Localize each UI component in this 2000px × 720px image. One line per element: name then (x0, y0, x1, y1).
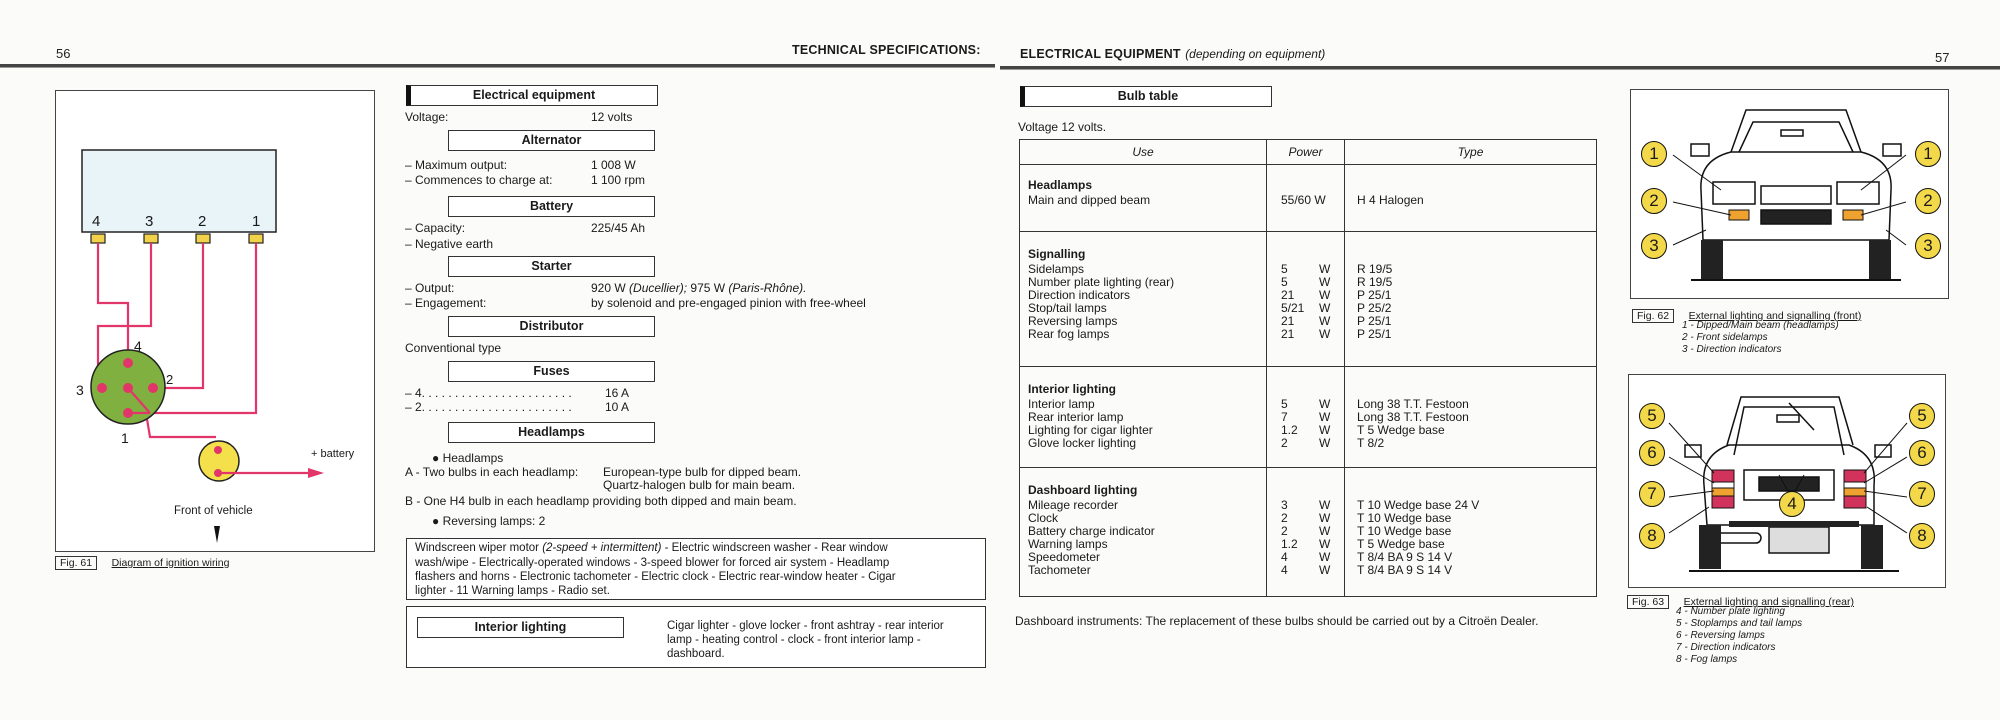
callout-2-right: 2 (1915, 188, 1941, 214)
legend-item: 2 - Front sidelamps (1682, 332, 1768, 343)
callout-6-left: 6 (1639, 440, 1665, 466)
table-cell-type: P 25/1 (1357, 314, 1392, 328)
figure-61-label: Fig. 61 (55, 556, 97, 570)
callout-1-right: 1 (1915, 141, 1941, 167)
starter-output-b: 975 W (690, 281, 726, 295)
callout-2-left: 2 (1641, 188, 1667, 214)
reversing-lamps-text: Reversing lamps: 2 (442, 514, 546, 528)
callout-8-right: 8 (1909, 523, 1935, 549)
col-use: Use (1020, 140, 1267, 165)
section-headlamps: Headlamps (448, 422, 655, 443)
table-cell-use: Mileage recorder (1028, 498, 1119, 512)
col-power: Power (1267, 140, 1345, 165)
table-cell-power: 5 W (1281, 275, 1331, 289)
fuse-row-value: 16 A (605, 386, 630, 400)
figure-62-legend (1682, 320, 1839, 356)
switch-label-2: 2 (166, 372, 174, 387)
table-cell-power: 21 W (1281, 288, 1331, 302)
figure-63-caption-text: External lighting and signalling (rear) (1683, 596, 1854, 608)
starter-output-value (591, 281, 806, 295)
figure-63-legend (1676, 606, 1802, 666)
figure-61-caption (55, 553, 229, 571)
table-cell-type: T 10 Wedge base (1357, 524, 1452, 538)
callout-7-right: 7 (1909, 481, 1935, 507)
terminal-label-3: 3 (145, 213, 154, 230)
table-cell-power: 2 W (1281, 436, 1331, 450)
headlamps-bullet: ● Headlamps (432, 451, 504, 465)
table-cell-power: 3 W (1281, 498, 1331, 512)
figure-62-caption-text: External lighting and signalling (front) (1688, 310, 1862, 322)
figure-61-caption-text: Diagram of ignition wiring (111, 557, 230, 569)
fuse-row-label: – 4. . . . . . . . . . . . . . . . . . . . . . . (405, 386, 572, 400)
table-cell-type: T 5 Wedge base (1357, 537, 1445, 551)
table-cell-use: Battery charge indicator (1028, 524, 1155, 538)
table-cell-use: Tachometer (1028, 563, 1091, 577)
table-cell-power: 2 W (1281, 524, 1331, 538)
callout-5-right: 5 (1909, 403, 1935, 429)
section-battery: Battery (448, 196, 655, 217)
callout-3-left: 3 (1641, 233, 1667, 259)
section-electrical-equipment: Electrical equipment (406, 85, 658, 106)
interior-lighting-line-2: lamp - heating control - clock - front interior lamp - (667, 634, 921, 646)
legend-item: 1 - Dipped/Main beam (headlamps) (1682, 320, 1839, 331)
right-header-note: (depending on equipment) (1185, 47, 1326, 61)
table-cell-power: 2 W (1281, 511, 1331, 525)
group-title: Interior lighting (1028, 382, 1116, 396)
switch-label-4: 4 (134, 338, 142, 354)
table-cell-type: T 8/4 BA 9 S 14 V (1357, 563, 1453, 577)
callout-5-left: 5 (1639, 403, 1665, 429)
front-of-vehicle-label: Front of vehicle (174, 505, 253, 517)
headlamps-line-a-value1: European-type bulb for dipped beam. (603, 465, 802, 479)
switch-label-3: 3 (76, 382, 84, 398)
table-cell-use: Direction indicators (1028, 288, 1131, 302)
starter-engagement-label: – Engagement: (405, 296, 487, 310)
group-title: Signalling (1028, 247, 1086, 261)
bulb-table-header (1020, 140, 1597, 165)
alternator-row-value: 1 100 rpm (591, 173, 646, 187)
table-cell-use: Lighting for cigar lighter (1028, 423, 1153, 437)
table-cell-power: 4 W (1281, 563, 1331, 577)
table-cell-use: Stop/tail lamps (1028, 301, 1107, 315)
legend-item: 5 - Stoplamps and tail lamps (1676, 618, 1803, 629)
equipment-line-3: flashers and horns - Electronic tachometer - Electric clock - Electric rear-window heater - Cigar (415, 571, 896, 583)
voltage-value: 12 volts (591, 110, 633, 124)
callout-1-left: 1 (1641, 141, 1667, 167)
interior-lighting-box (406, 606, 986, 668)
table-cell-power: 55/60 W (1281, 193, 1326, 207)
table-cell-type: T 8/4 BA 9 S 14 V (1357, 550, 1453, 564)
terminal-label-4: 4 (92, 213, 101, 230)
left-page-number: 56 (56, 46, 71, 61)
alternator-row-label: – Commences to charge at: (405, 173, 553, 187)
table-cell-power: 5 W (1281, 397, 1331, 411)
starter-output-a: 920 W (591, 281, 626, 295)
group-title: Dashboard lighting (1028, 483, 1138, 497)
table-cell-power: 5/21 W (1281, 301, 1331, 315)
legend-item: 3 - Direction indicators (1682, 344, 1782, 355)
table-cell-use: Clock (1028, 511, 1059, 525)
table-cell-type: R 19/5 (1357, 275, 1393, 289)
legend-item: 7 - Direction indicators (1676, 642, 1776, 653)
equipment-line-1 (415, 542, 888, 556)
section-fuses: Fuses (448, 361, 655, 382)
starter-output-label: – Output: (405, 281, 455, 295)
section-starter: Starter (448, 256, 655, 277)
group-title: Headlamps (1028, 178, 1093, 192)
terminal-label-2: 2 (198, 213, 207, 230)
table-cell-use: Warning lamps (1028, 537, 1108, 551)
bulb-voltage-note: Voltage 12 volts. (1018, 120, 1107, 134)
equipment-text: - Electric windscreen washer - Rear window (661, 542, 888, 554)
table-group-signalling (1020, 232, 1597, 367)
callout-6-right: 6 (1909, 440, 1935, 466)
table-group-headlamps (1020, 165, 1597, 232)
table-cell-power: 1.2 W (1281, 537, 1331, 551)
interior-lighting-line-3: dashboard. (667, 648, 725, 660)
battery-row-value: 225/45 Ah (591, 221, 646, 235)
right-header-title: ELECTRICAL EQUIPMENT (1020, 47, 1181, 61)
equipment-text-italic: (2-speed + intermittent) (542, 542, 662, 554)
table-cell-type: T 8/2 (1357, 436, 1385, 450)
right-running-header (1020, 45, 1325, 63)
figure-63-label: Fig. 63 (1627, 595, 1669, 609)
table-cell-type: H 4 Halogen (1357, 193, 1424, 207)
alternator-row-label: – Maximum output: (405, 158, 508, 172)
starter-engagement-value: by solenoid and pre-engaged pinion with free-wheel (591, 296, 866, 310)
car-front-illustration (1631, 90, 1948, 298)
table-cell-type: Long 38 T.T. Festoon (1357, 410, 1469, 424)
headlamps-line-b: B - One H4 bulb in each headlamp providing both dipped and main beam. (405, 494, 797, 508)
table-cell-use: Number plate lighting (rear) (1028, 275, 1175, 289)
table-cell-type: T 5 Wedge base (1357, 423, 1445, 437)
callout-3-right: 3 (1915, 233, 1941, 259)
equipment-text: Windscreen wiper motor (415, 542, 543, 554)
table-cell-use: Main and dipped beam (1028, 193, 1151, 207)
right-header-rule (1000, 66, 2000, 70)
section-alternator: Alternator (448, 130, 655, 151)
equipment-line-2: wash/wipe - Electrically-operated windows - 3-speed blower for forced air system - Headlamp (415, 557, 890, 569)
table-cell-use: Reversing lamps (1028, 314, 1118, 328)
battery-row-label: – Capacity: (405, 221, 466, 235)
table-cell-power: 21 W (1281, 327, 1331, 341)
figure-62-label: Fig. 62 (1632, 309, 1674, 323)
table-cell-use: Glove locker lighting (1028, 436, 1137, 450)
table-cell-type: P 25/2 (1357, 301, 1392, 315)
callout-7-left: 7 (1639, 481, 1665, 507)
left-running-header: TECHNICAL SPECIFICATIONS: (792, 43, 981, 57)
figure-62-frame (1630, 89, 1949, 299)
equipment-list-box (406, 538, 986, 600)
table-group-dashboard-lighting (1020, 468, 1597, 597)
alternator-row-value: 1 008 W (591, 158, 636, 172)
table-cell-power: 7 W (1281, 410, 1331, 424)
callout-8-left: 8 (1639, 523, 1665, 549)
interior-lighting-line-1: Cigar lighter - glove locker - front ashtray - rear interior (667, 620, 944, 632)
reversing-lamps-bullet: ● Reversing lamps: 2 (432, 514, 546, 528)
table-cell-use: Rear interior lamp (1028, 410, 1124, 424)
headlamps-line-a-value2: Quartz-halogen bulb for main beam. (603, 478, 796, 492)
starter-maker-a: (Ducellier); (629, 281, 688, 295)
left-header-rule (0, 64, 995, 68)
legend-item: 6 - Reversing lamps (1676, 630, 1765, 641)
table-cell-power: 1.2 W (1281, 423, 1331, 437)
section-distributor: Distributor (448, 316, 655, 337)
fuse-row-value: 10 A (605, 400, 630, 414)
fuse-row-label: – 2. . . . . . . . . . . . . . . . . . . . . . . (405, 400, 572, 414)
legend-item: 8 - Fog lamps (1676, 654, 1738, 665)
figure-61-frame (55, 90, 375, 552)
section-bulb-table: Bulb table (1020, 86, 1272, 107)
voltage-label: Voltage: (405, 110, 449, 124)
table-cell-type: T 10 Wedge base (1357, 511, 1452, 525)
equipment-line-4: lighter - 11 Warning lamps - Radio set. (415, 585, 610, 597)
table-cell-type: P 25/1 (1357, 288, 1392, 302)
col-type: Type (1345, 140, 1597, 165)
bulb-table (1019, 139, 1597, 597)
table-cell-use: Sidelamps (1028, 262, 1085, 276)
table-cell-power: 5 W (1281, 262, 1331, 276)
right-page-number: 57 (1935, 50, 1950, 65)
terminal-label-1: 1 (252, 213, 261, 230)
table-cell-power: 21 W (1281, 314, 1331, 328)
table-cell-type: Long 38 T.T. Festoon (1357, 397, 1469, 411)
table-cell-type: T 10 Wedge base 24 V (1357, 498, 1480, 512)
figure-63-frame (1628, 374, 1946, 588)
table-cell-power: 4 W (1281, 550, 1331, 564)
bulb-table-footnote: Dashboard instruments: The replacement of these bulbs should be carried out by a Citroën Dealer. (1015, 614, 1539, 628)
battery-row-label: – Negative earth (405, 237, 494, 251)
battery-label: + battery (311, 448, 355, 460)
ignition-wiring-diagram (56, 91, 374, 551)
table-cell-use: Interior lamp (1028, 397, 1095, 411)
switch-label-1: 1 (121, 430, 129, 446)
table-cell-type: P 25/1 (1357, 327, 1392, 341)
table-cell-type: R 19/5 (1357, 262, 1393, 276)
car-rear-illustration (1629, 375, 1945, 587)
legend-item: 4 - Number plate lighting (1676, 606, 1785, 617)
headlamps-line-a-label: A - Two bulbs in each headlamp: (405, 465, 579, 479)
callout-4: 4 (1779, 491, 1805, 517)
headlamps-bullet-text: Headlamps (442, 451, 504, 465)
table-group-interior-lighting (1020, 367, 1597, 468)
interior-lighting-title: Interior lighting (417, 617, 624, 638)
distributor-text: Conventional type (405, 341, 502, 355)
table-cell-use: Rear fog lamps (1028, 327, 1110, 341)
table-cell-use: Speedometer (1028, 550, 1101, 564)
starter-maker-b: (Paris-Rhône). (728, 281, 807, 295)
